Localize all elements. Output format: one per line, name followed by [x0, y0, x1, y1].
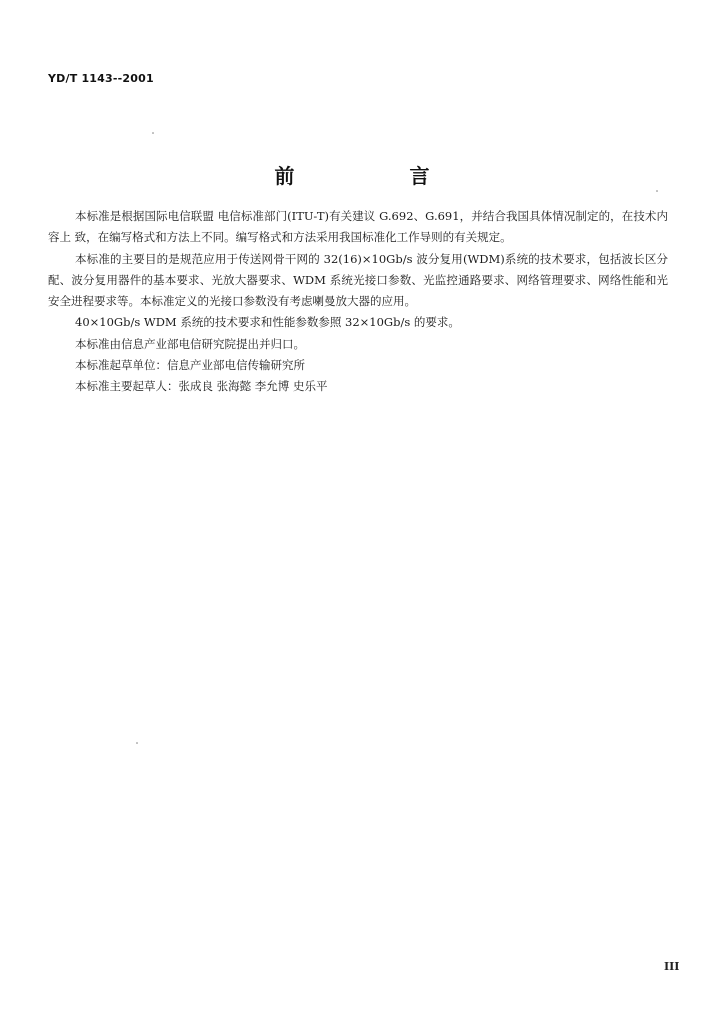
scan-speck [656, 190, 658, 192]
paragraph-proposer: 本标准由信息产业部电信研究院提出并归口。 [75, 336, 305, 351]
paragraph-drafters: 本标准主要起草人：张成良 张海懿 李允博 史乐平 [75, 379, 328, 394]
paragraph-purpose: 本标准的主要目的是规范应用于传送网骨干网的 32(16)×10Gb/s 波分复用(WDM)系统的技术要求，包括波长区分配、波分复用器件的基本要求、光放大器要求、WDM 系统光接口参数、光监控通路要求、网络管理要求、网络性能和光安全进程要求等。本标准定义的光接口参数没有考虑喇曼放大器的应用。 [48, 251, 668, 309]
scan-speck [136, 742, 138, 744]
page-title: 前 言 [274, 164, 484, 188]
standard-code: YD/T 1143--2001 [48, 72, 154, 85]
page-number: III [664, 960, 680, 973]
paragraph-basis: 本标准是根据国际电信联盟 电信标准部门(ITU-T)有关建议 G.692、G.691，并结合我国具体情况制定的，在技术内容上 致，在编写格式和方法上不同。编写格式和方法采用我国标准化工作导则的有关规定。 [48, 209, 668, 245]
foreword-body [48, 206, 668, 398]
paragraph-40g-reference: 40×10Gb/s WDM 系统的技术要求和性能参数参照 32×10Gb/s 的要求。 [75, 315, 460, 330]
scan-speck [152, 132, 154, 134]
paragraph-drafting-unit: 本标准起草单位：信息产业部电信传输研究所 [75, 358, 305, 373]
